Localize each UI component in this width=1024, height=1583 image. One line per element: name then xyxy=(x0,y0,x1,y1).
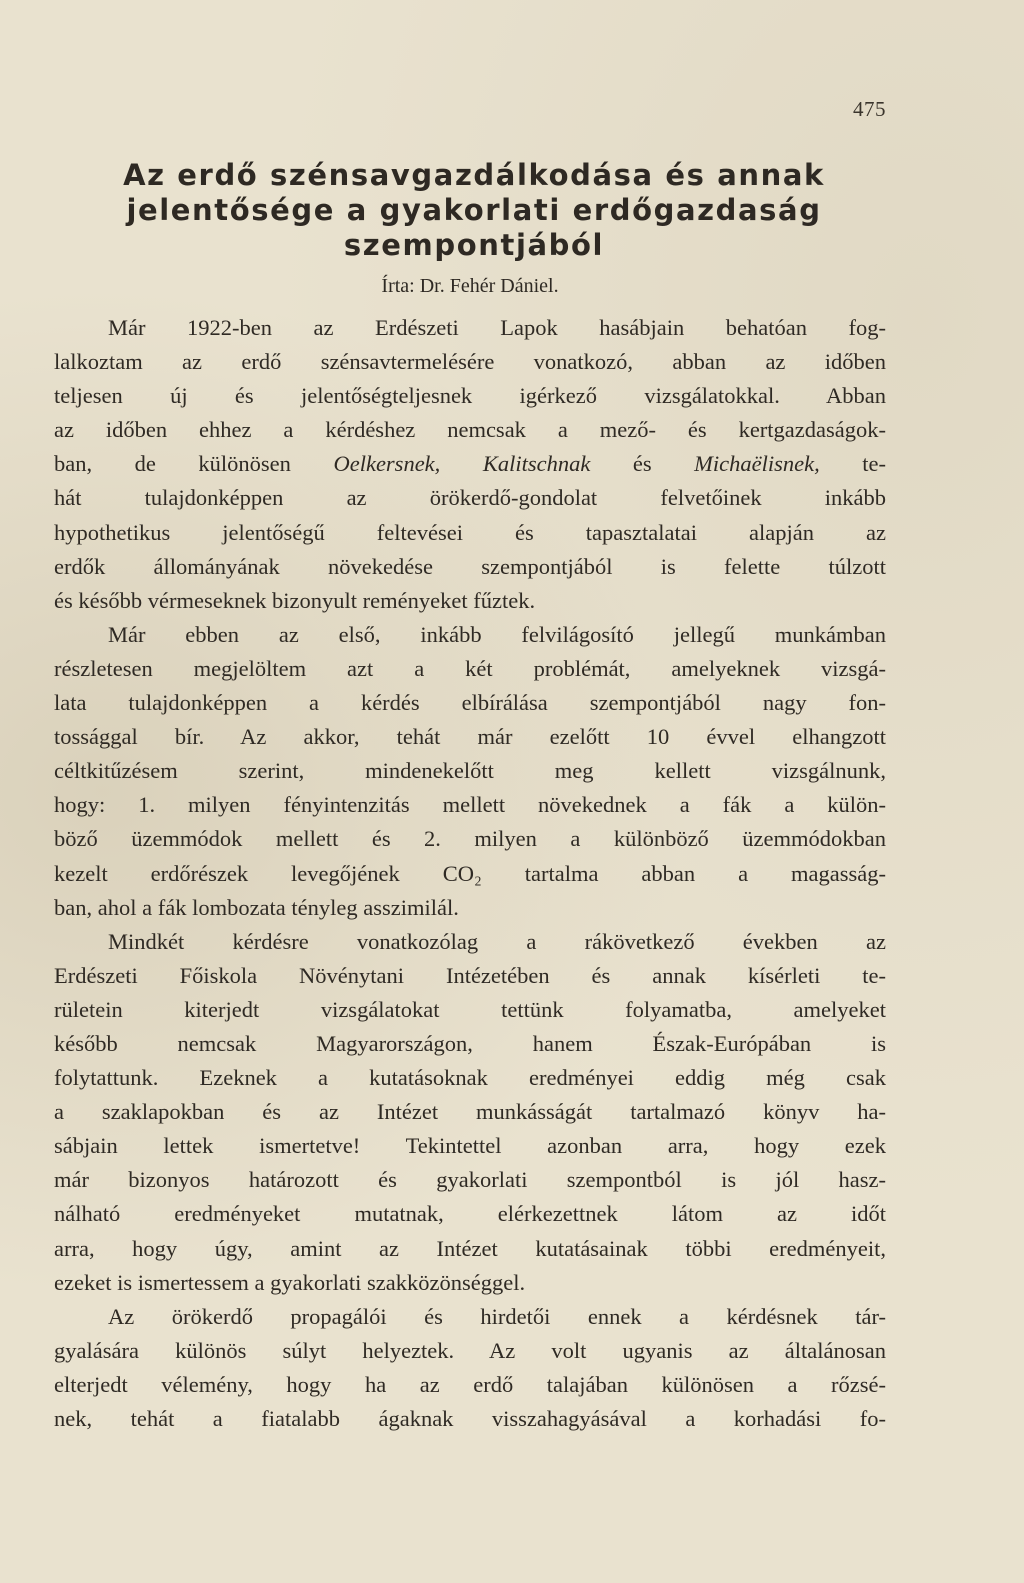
author-byline: Írta: Dr. Fehér Dániel. xyxy=(381,275,559,297)
text-line: Már 1922-ben az Erdészeti Lapok hasábjain behatóan fog- xyxy=(108,315,886,340)
paragraph-1 xyxy=(54,311,886,618)
title-line-3: szempontjából xyxy=(343,228,605,262)
paragraph-4 xyxy=(54,1300,886,1436)
italic-name: Michaëlisnek, xyxy=(694,451,820,477)
text-line: a szaklapokban és az Intézet munkásságát tartalmazó könyv ha- xyxy=(54,1099,886,1125)
text-line: hát tulajdonképpen az örökerdő-gondolat felvetőinek inkább xyxy=(54,485,886,511)
paragraph-2 xyxy=(54,618,886,925)
text-segment: te- xyxy=(819,451,887,477)
text-line: böző üzemmódok mellett és 2. milyen a különböző üzemmódokban xyxy=(54,826,886,852)
paragraph-3 xyxy=(54,925,886,1300)
text-line: kezelt erdőrészek levegőjének CO₂ tartalma abban a magasság- xyxy=(54,860,886,886)
text-line: sábjain lettek ismertetve! Tekintettel azonban arra, hogy ezek xyxy=(54,1133,886,1159)
text-line: arra, hogy úgy, amint az Intézet kutatásainak többi eredményeit, xyxy=(54,1235,886,1261)
text-line: ezeket is ismertessem a gyakorlati szakközönséggel. xyxy=(54,1269,526,1295)
text-segment: és xyxy=(590,451,695,477)
text-line: Erdészeti Főiskola Növénytani Intézetében és annak kísérleti te- xyxy=(54,962,886,988)
text-line: nek, tehát a fiatalabb ágaknak visszahagyásával a korhadási fo- xyxy=(54,1406,886,1431)
title-line-2: jelentősége a gyakorlati erdőgazdaság xyxy=(126,193,822,227)
text-line: már bizonyos határozott és gyakorlati szempontból is jól hasz- xyxy=(54,1167,886,1193)
page-number: 475 xyxy=(853,97,886,121)
document-page xyxy=(54,0,886,1583)
text-line: Mindkét kérdésre vonatkozólag a rákövetkező években az xyxy=(108,928,886,954)
italic-names: Oelkersnek, Kalitschnak xyxy=(333,451,591,477)
text-line: az időben ehhez a kérdéshez nemcsak a mező- és kertgazdaságok- xyxy=(54,417,886,443)
text-segment: ban, de különösen xyxy=(54,451,334,477)
text-line: hypothetikus jelentőségű feltevései és tapasztalatai alapján az xyxy=(54,519,886,545)
text-line: és később vérmeseknek bizonyult reményeket fűztek. xyxy=(54,587,536,613)
text-line: hogy: 1. milyen fényintenzitás mellett növekednek a fák a külön- xyxy=(54,792,886,818)
text-line: erdők állományának növekedése szempontjából is felette túlzott xyxy=(54,553,886,579)
text-line: lata tulajdonképpen a kérdés elbírálása szempontjából nagy fon- xyxy=(54,690,886,716)
text-line: gyalására különös súlyt helyeztek. Az volt ugyanis az általánosan xyxy=(54,1337,886,1363)
article-title xyxy=(58,158,890,263)
title-line-1: Az erdő szénsavgazdálkodása és annak xyxy=(123,158,825,192)
text-line: teljesen új és jelentőségteljesnek igérkező vizsgálatokkal. Abban xyxy=(54,383,886,409)
text-line: később nemcsak Magyarországon, hanem Észak-Európában is xyxy=(54,1030,886,1056)
article-body xyxy=(54,311,886,1436)
text-line: ban, ahol a fák lombozata tényleg asszimilál. xyxy=(54,894,459,920)
text-line-with-names xyxy=(54,447,886,481)
text-line: tossággal bír. Az akkor, tehát már ezelőtt 10 évvel elhangzott xyxy=(54,724,886,750)
text-line: lalkoztam az erdő szénsavtermelésére vonatkozó, abban az időben xyxy=(54,349,886,375)
text-line: Az örökerdő propagálói és hirdetői ennek a kérdésnek tár- xyxy=(108,1303,886,1329)
text-line: céltkitűzésem szerint, mindenekelőtt meg kellett vizsgálnunk, xyxy=(54,758,886,784)
text-line: Már ebben az első, inkább felvilágosító jellegű munkámban xyxy=(108,621,886,647)
text-line: folytattunk. Ezeknek a kutatásoknak eredményei eddig még csak xyxy=(54,1065,886,1091)
text-line: rületein kiterjedt vizsgálatokat tettünk folyamatba, amelyeket xyxy=(54,996,886,1022)
text-line: részletesen megjelöltem azt a két problémát, amelyeknek vizsgá- xyxy=(54,655,886,681)
text-line: elterjedt vélemény, hogy ha az erdő talajában különösen a rőzsé- xyxy=(54,1371,886,1397)
text-line: nálható eredményeket mutatnak, elérkezettnek látom az időt xyxy=(54,1201,886,1227)
